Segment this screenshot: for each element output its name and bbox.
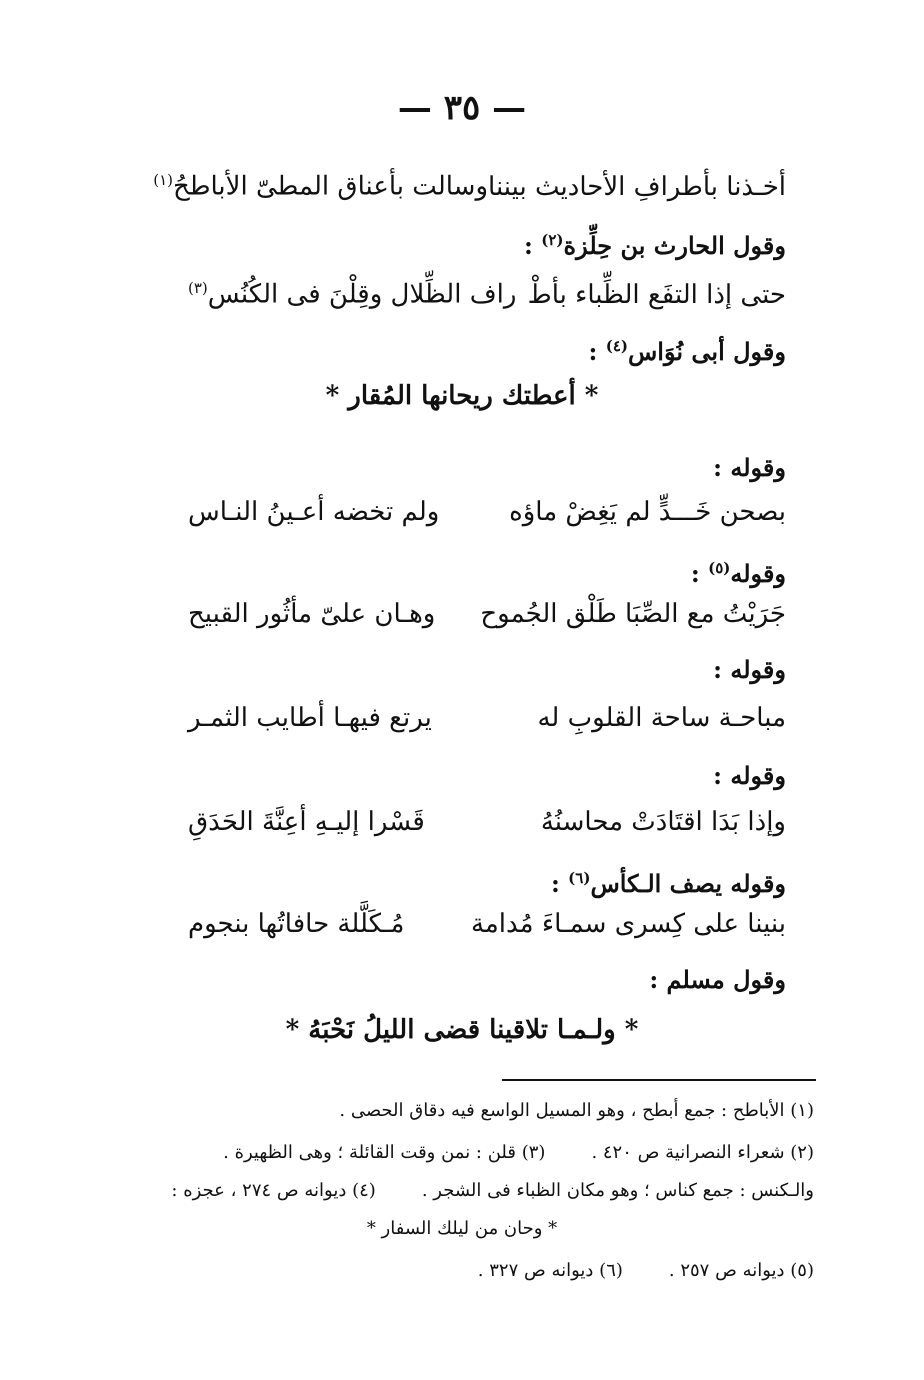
verse-line [188, 904, 786, 944]
verse-second-hemistich: قَسْرا إليـهِ أعِنَّةَ الحَدَقِ [188, 807, 425, 837]
quote-intro [136, 326, 786, 372]
quote-intro [136, 548, 786, 594]
intro-text: وقوله : [713, 761, 786, 790]
intro-text: وقوله : [713, 453, 786, 482]
quote-intro [136, 650, 786, 690]
verse-second-hemistich: وهـان علىّ مأثُور القبيح [188, 599, 436, 629]
footnote-text: (٣) قلن : نمن وقت القائلة ؛ وهى الظهيرة . [223, 1142, 546, 1163]
footnote-line [478, 1258, 814, 1284]
verse-first-hemistich: بصحن خَـــدٍّ لم يَغِضْ ماؤه [509, 497, 786, 527]
footnote-marker: (١) [153, 171, 174, 189]
verse-line [153, 160, 786, 207]
verse-line [188, 802, 786, 842]
quote-intro [136, 858, 786, 904]
footnote-text: * وحان من ليلك السفار * [366, 1218, 558, 1239]
footnote-text: (٦) ديوانه ص ٣٢٧ . [477, 1260, 623, 1281]
footnote-marker: (٥) [708, 559, 731, 577]
verse-first-hemistich: وإذا بَدَا اقتَادَتْ محاسنُهُ [540, 807, 786, 837]
footnote-text: والـكنس : جمع كناس ؛ وهو مكان الظباء فى الشجر . [421, 1180, 814, 1201]
intro-text: وقول مسلم : [649, 965, 786, 994]
footnote-line [223, 1140, 814, 1166]
footnote-line [171, 1178, 814, 1204]
verse-first-hemistich: مباحـة ساحة القلوبِ له [537, 703, 786, 733]
centered-hemistich: * ولـمـا تلاقينا قضى الليلُ نَحْبَهُ * [285, 1015, 639, 1045]
footnote-text: (٥) ديوانه ص ٢٥٧ . [668, 1260, 814, 1281]
intro-colon: : [690, 559, 709, 588]
verse-line [188, 268, 786, 315]
verse-first-hemistich: حتى إذا التفَع الظِّباء بأطْ [527, 279, 786, 310]
footnote-separator [502, 1079, 816, 1081]
verse-line [188, 594, 786, 634]
verse-second-hemistich: ولم تخضه أعـينُ النـاس [188, 497, 440, 527]
footnote-line [0, 1216, 924, 1242]
verse-second-hemistich: راف الظِّلال وقِلْنَ فى الكُنُس$^{(٣)}$ [188, 279, 517, 310]
quote-intro [136, 960, 786, 1000]
footnote-marker: (٢) [541, 231, 564, 249]
intro-text: وقول أبى نُوَاس [627, 337, 786, 366]
intro-colon: : [550, 869, 569, 898]
footnote-text: (٤) ديوانه ص ٢٧٤ ، عجزه : [171, 1180, 376, 1201]
footnote-marker: (٦) [568, 869, 591, 887]
quote-intro [136, 756, 786, 796]
intro-text: وقوله : [713, 655, 786, 684]
verse-first-hemistich: أخـذنا بأطرافِ الأحاديث بيننا [488, 171, 786, 202]
footnote-marker: (٤) [605, 337, 628, 355]
verse-first-hemistich: بنينا على كِسرى سمـاءَ مُدامة [470, 909, 786, 939]
verse-second-hemistich: يرتع فيهـا أطايب الثمـر [188, 703, 432, 733]
footnote-line [339, 1098, 814, 1124]
footnote-text: (١) الأباطح : جمع أبطح ، وهو المسيل الواسع فيه دقاق الحصى . [339, 1100, 814, 1121]
centered-hemistich: * أعطتك ريحانها المُقار * [325, 381, 599, 411]
verse-second-hemistich: وسالت بأعناق المطىّ الأباطحُ$^{(١)}$ [153, 171, 489, 202]
intro-colon: : [588, 337, 606, 366]
intro-text: وقول الحارث بن حِلِّزة [563, 231, 786, 260]
verse-line [188, 698, 786, 738]
footnote-marker: (٣) [188, 279, 208, 297]
verse-second-hemistich: مُـكَلَّلة حافاتُها بنجوم [188, 909, 405, 939]
verse-first-hemistich: جَرَيْتُ مع الصِّبَا طَلْق الجُموح [480, 599, 786, 629]
intro-text: وقوله [730, 559, 786, 588]
verse-line [188, 492, 786, 532]
footnote-text: (٢) شعراء النصرانية ص ٤٢٠ . [591, 1142, 814, 1163]
page-number: — ٣٥ — [397, 88, 527, 128]
intro-colon: : [524, 231, 542, 260]
intro-text: وقوله يصف الـكأس [590, 869, 786, 898]
quote-intro [136, 220, 786, 266]
quote-intro [136, 448, 786, 488]
